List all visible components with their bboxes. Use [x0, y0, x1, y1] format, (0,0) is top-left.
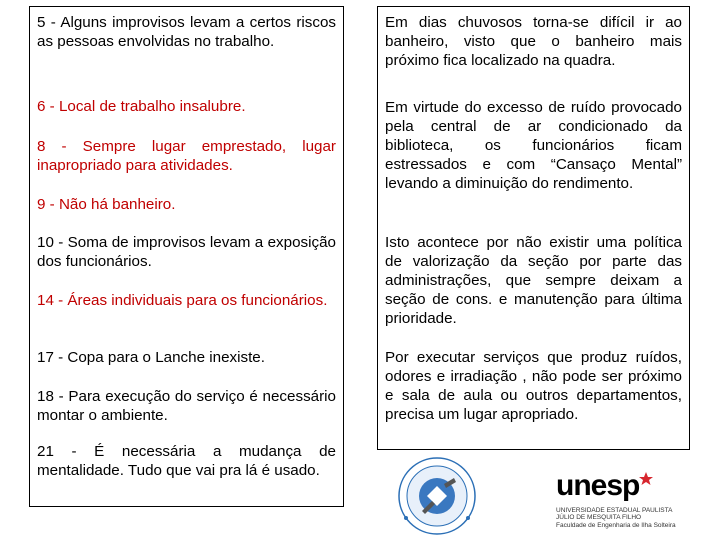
left-text-panel	[29, 6, 344, 507]
right-text-panel	[377, 6, 690, 450]
unesp-line-2: JÚLIO DE MESQUITA FILHO	[556, 514, 642, 521]
right-item-3: Isto acontece por não existir uma política de valorização da seção por parte das administrações, que sempre deixam a seção de cons. e manutenção para última prioridade.	[385, 234, 682, 327]
emblem-icon	[382, 456, 492, 536]
right-item-1: Em dias chuvosos torna-se difícil ir ao banheiro, visto que o banheiro mais próximo fica localizado na quadra.	[385, 14, 682, 69]
left-item-5: 5 - Alguns improvisos levam a certos riscos as pessoas envolvidas no trabalho.	[37, 14, 336, 50]
unesp-line-3: Faculdade de Engenharia de Ilha Solteira	[556, 522, 676, 529]
unesp-wordmark: unesp	[556, 469, 640, 502]
department-emblem-logo	[382, 456, 492, 536]
right-item-2: Em virtude do excesso de ruído provocado pela central de ar condicionado da biblioteca, os funcionários ficam estressados e com “Cansaço Mental” levando a diminuição do rendimento.	[385, 99, 682, 192]
unesp-line-1: UNIVERSIDADE ESTADUAL PAULISTA	[556, 507, 673, 514]
unesp-star-icon	[638, 471, 654, 487]
left-item-10: 10 - Soma de improvisos levam a exposição dos funcionários.	[37, 234, 336, 270]
left-item-18: 18 - Para execução do serviço é necessário montar o ambiente.	[37, 388, 336, 424]
left-item-17: 17 - Copa para o Lanche inexiste.	[37, 349, 265, 366]
left-item-8: 8 - Sempre lugar emprestado, lugar inapropriado para atividades.	[37, 138, 336, 174]
left-item-6: 6 - Local de trabalho insalubre.	[37, 98, 246, 115]
right-item-4: Por executar serviços que produz ruídos, odores e irradiação , não pode ser próximo e sala de aula ou outros departamentos, precisa um lugar apropriado.	[385, 349, 682, 423]
left-item-9: 9 - Não há banheiro.	[37, 196, 176, 213]
unesp-logo	[548, 467, 698, 533]
left-item-14: 14 - Áreas individuais para os funcionários.	[37, 292, 328, 309]
left-item-21: 21 - É necessária a mudança de mentalidade. Tudo que vai pra lá é usado.	[37, 443, 336, 479]
